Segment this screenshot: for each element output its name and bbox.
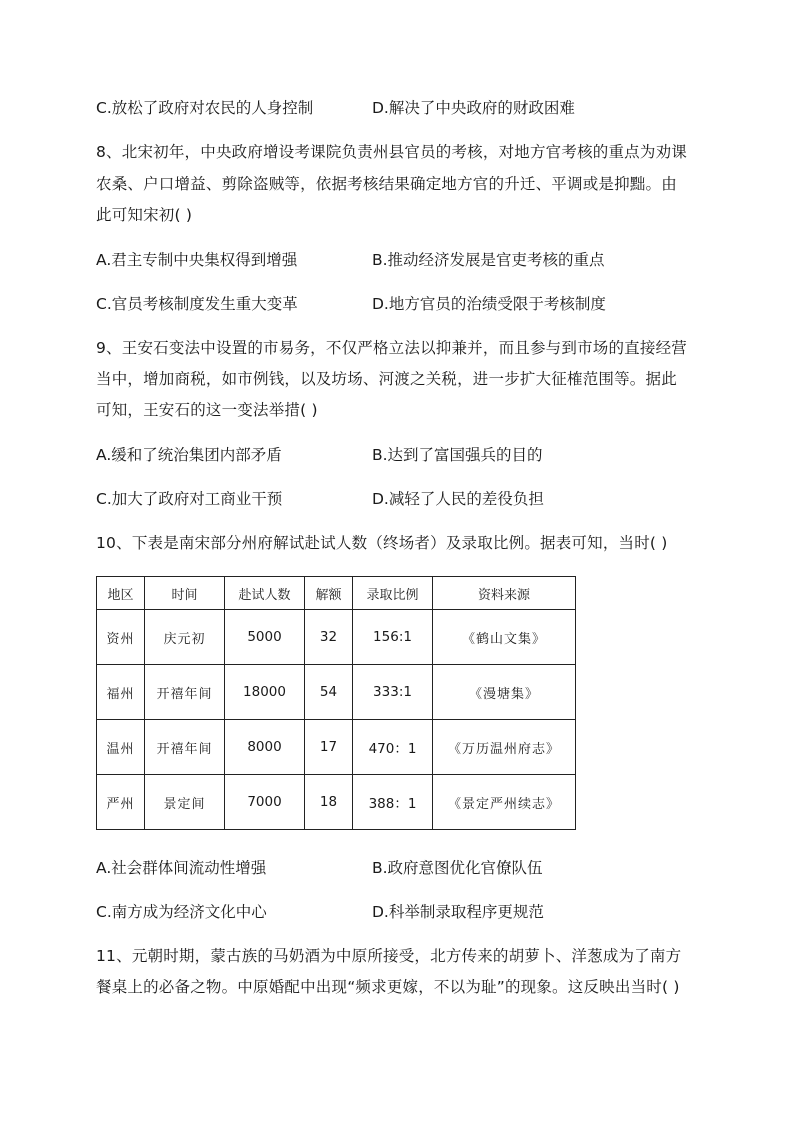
header-time: 时间: [145, 577, 225, 610]
q7-option-d: D.解决了中央政府的财政困难: [372, 99, 575, 117]
cell-candidates: 8000: [225, 720, 305, 775]
cell-region: 严州: [97, 775, 145, 830]
cell-quota: 54: [305, 665, 353, 720]
table-row: [97, 665, 576, 720]
cell-source: 《万历温州府志》: [433, 720, 576, 775]
q9-stem-line-2: 当中，增加商税，如市例钱，以及坊场、河渡之关税，进一步扩大征榷范围等。据此: [96, 370, 677, 388]
q8-option-b: B.推动经济发展是官吏考核的重点: [372, 251, 605, 269]
q9-stem-line-3: 可知，王安石的这一变法举措( ): [96, 401, 318, 419]
table-header-row: [97, 577, 576, 610]
cell-candidates: 7000: [225, 775, 305, 830]
cell-ratio: 333:1: [353, 665, 433, 720]
cell-source: 《鹤山文集》: [433, 610, 576, 665]
q8-stem-line-2: 农桑、户口增益、剪除盗贼等，依据考核结果确定地方官的升迁、平调或是抑黜。由: [96, 175, 677, 193]
q7-option-c: C.放松了政府对农民的人身控制: [96, 99, 314, 117]
table-row: [97, 610, 576, 665]
cell-time: 景定间: [145, 775, 225, 830]
cell-region: 温州: [97, 720, 145, 775]
cell-time: 庆元初: [145, 610, 225, 665]
cell-candidates: 18000: [225, 665, 305, 720]
cell-ratio: 388：1: [353, 775, 433, 830]
header-source: 资料来源: [433, 577, 576, 610]
q10-option-a: A.社会群体间流动性增强: [96, 859, 267, 877]
cell-quota: 17: [305, 720, 353, 775]
cell-time: 开禧年间: [145, 665, 225, 720]
q11-stem-line-2: 餐桌上的必备之物。中原婚配中出现“频求更嫁，不以为耻”的现象。这反映出当时( ): [96, 978, 680, 996]
q9-option-b: B.达到了富国强兵的目的: [372, 446, 543, 464]
q9-stem-line-1: 9、王安石变法中设置的市易务，不仅严格立法以抑兼并，而且参与到市场的直接经营: [96, 339, 687, 357]
header-ratio: 录取比例: [353, 577, 433, 610]
cell-quota: 18: [305, 775, 353, 830]
cell-ratio: 156:1: [353, 610, 433, 665]
q8-option-c: C.官员考核制度发生重大变革: [96, 295, 298, 313]
q9-option-c: C.加大了政府对工商业干预: [96, 490, 283, 508]
table-row: [97, 775, 576, 830]
exam-data-table: [96, 576, 576, 830]
q10-stem-line-1: 10、下表是南宋部分州府解试赴试人数（终场者）及录取比例。据表可知，当时( ): [96, 534, 668, 552]
q9-option-d: D.减轻了人民的差役负担: [372, 490, 544, 508]
cell-ratio: 470：1: [353, 720, 433, 775]
table-row: [97, 720, 576, 775]
cell-quota: 32: [305, 610, 353, 665]
header-quota: 解额: [305, 577, 353, 610]
q10-option-b: B.政府意图优化官僚队伍: [372, 859, 543, 877]
header-region: 地区: [97, 577, 145, 610]
cell-region: 福州: [97, 665, 145, 720]
cell-candidates: 5000: [225, 610, 305, 665]
q8-option-d: D.地方官员的治绩受限于考核制度: [372, 295, 606, 313]
cell-source: 《景定严州续志》: [433, 775, 576, 830]
cell-time: 开禧年间: [145, 720, 225, 775]
q8-option-a: A.君主专制中央集权得到增强: [96, 251, 298, 269]
cell-source: 《漫塘集》: [433, 665, 576, 720]
q9-option-a: A.缓和了统治集团内部矛盾: [96, 446, 282, 464]
q8-stem-line-1: 8、北宋初年，中央政府增设考课院负责州县官员的考核，对地方官考核的重点为劝课: [96, 143, 687, 161]
q11-stem-line-1: 11、元朝时期，蒙古族的马奶酒为中原所接受，北方传来的胡萝卜、洋葱成为了南方: [96, 947, 682, 965]
q10-option-c: C.南方成为经济文化中心: [96, 903, 267, 921]
q10-option-d: D.科举制录取程序更规范: [372, 903, 544, 921]
q8-stem-line-3: 此可知宋初( ): [96, 206, 193, 224]
cell-region: 资州: [97, 610, 145, 665]
header-candidates: 赴试人数: [225, 577, 305, 610]
